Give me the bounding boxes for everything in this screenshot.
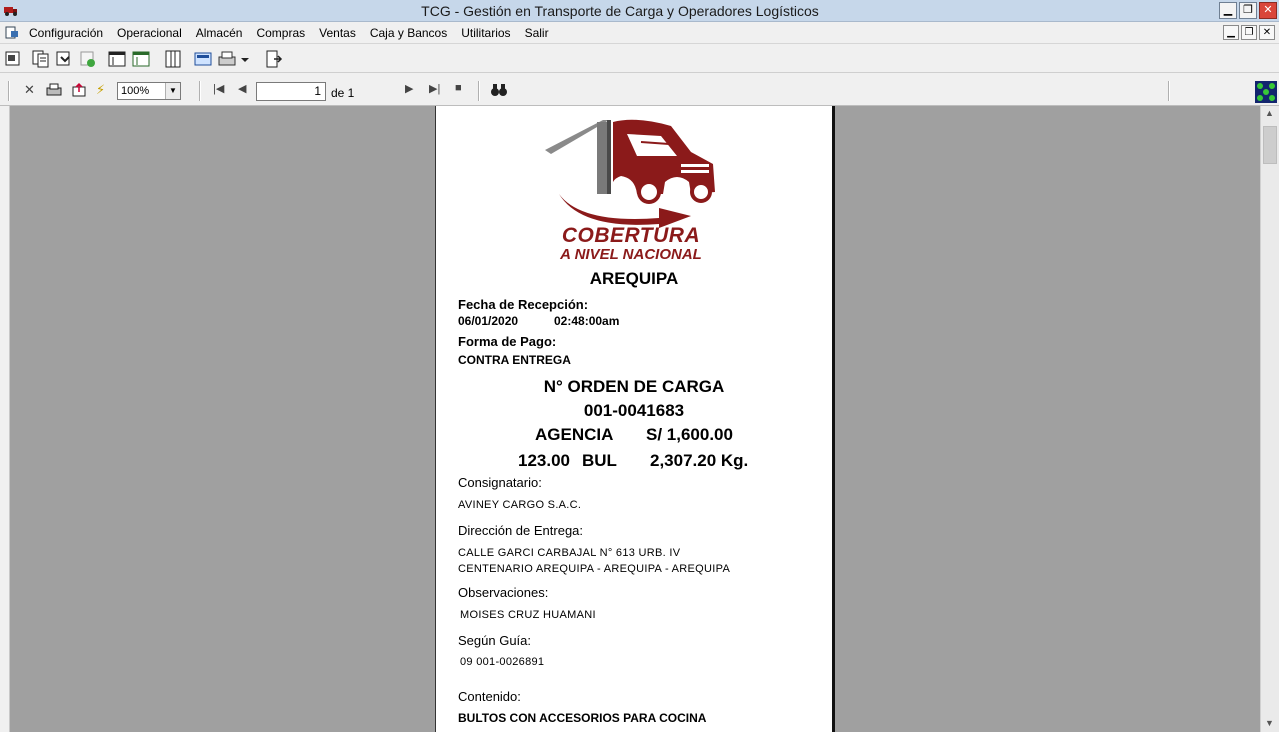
page-count-label: de 1 [331,86,355,100]
logo-text-line2: A NIVEL NACIONAL [560,246,702,263]
title-bar [0,0,1279,22]
consignee-label: Consignatario: [458,475,542,490]
agency-label: AGENCIA [535,425,614,444]
toolbar-separator [478,81,480,101]
logo-text-line1: COBERTURA [561,224,701,247]
toolbar-separator [1168,81,1170,101]
zoom-value: 100% [121,85,150,97]
refresh-lightning-icon[interactable]: ⚡ [96,82,106,97]
green-form-icon[interactable] [130,48,152,70]
toolbar-separator [199,81,201,101]
next-page-icon[interactable]: ▶ [405,83,414,95]
import-icon[interactable] [53,48,75,70]
city-heading: AREQUIPA [589,269,679,288]
reception-label: Fecha de Recepción: [458,297,589,312]
child-minimize-button[interactable]: ▁ [1223,25,1239,40]
scrollbar-thumb[interactable] [1263,126,1277,164]
reception-time: 02:48:00am [554,314,620,328]
menu-utilitarios[interactable]: Utilitarios [461,26,511,40]
status-dots-icon[interactable] [1255,81,1277,103]
order-number: 001-0041683 [583,401,685,420]
columns-icon[interactable] [162,48,184,70]
viewer-left-margin [0,106,10,732]
observations-label: Observaciones: [458,585,549,600]
report-page [435,106,835,732]
printer-icon[interactable] [216,48,238,70]
approve-icon[interactable] [77,48,99,70]
binoculars-icon[interactable] [490,83,508,97]
content-label: Contenido: [458,689,521,704]
last-page-icon[interactable]: ▶| [429,83,441,95]
unit-value: BUL [582,451,617,470]
print-report-icon[interactable] [46,82,62,98]
prev-page-icon[interactable]: ◀ [238,83,247,95]
form-window-icon[interactable] [106,48,128,70]
document-menu-icon[interactable] [5,26,19,39]
address-line2: CENTENARIO AREQUIPA - AREQUIPA - AREQUIPA [458,563,731,575]
company-logo [541,112,721,262]
printer-dropdown-icon[interactable] [238,48,252,70]
zoom-select[interactable] [117,82,181,100]
amount-value: S/ 1,600.00 [646,425,733,444]
order-title: N° ORDEN DE CARGA [543,377,725,396]
restore-button[interactable]: ❐ [1239,2,1257,19]
minimize-button[interactable]: ▁ [1219,2,1237,19]
menu-bar [0,22,1279,44]
guide-value: 09 001-0026891 [460,656,545,668]
menu-compras[interactable]: Compras [256,26,306,40]
address-line1: CALLE GARCI CARBAJAL N° 613 URB. IV [458,547,681,559]
report-toolbar [0,74,1279,106]
page-number-input[interactable]: 1 [256,82,326,101]
address-label: Dirección de Entrega: [458,523,584,538]
main-toolbar [0,45,1279,73]
menu-caja-y-bancos[interactable]: Caja y Bancos [369,26,448,40]
scroll-up-icon[interactable]: ▲ [1265,108,1274,118]
menu-salir[interactable]: Salir [524,26,549,40]
child-close-button[interactable]: ✕ [1259,25,1275,40]
chevron-down-icon[interactable]: ▼ [165,83,180,99]
menu-operacional[interactable]: Operacional [117,26,182,40]
exit-door-icon[interactable] [262,48,284,70]
stop-icon[interactable]: ■ [455,82,462,94]
observations-value: MOISES CRUZ HUAMANI [460,609,596,621]
weight-value: 2,307.20 Kg. [650,451,749,470]
window-title: TCG - Gestión en Transporte de Carga y Operadores Logísticos [421,3,819,19]
vertical-scrollbar[interactable] [1260,106,1279,732]
close-report-icon[interactable]: ✕ [24,82,35,97]
calculator-icon[interactable] [192,48,214,70]
content-value: BULTOS CON ACCESORIOS PARA COCINA [458,711,707,725]
open-window-icon[interactable] [2,48,24,70]
payment-label: Forma de Pago: [458,334,557,349]
consignee-value: AVINEY CARGO S.A.C. [458,499,582,511]
menu-almacen[interactable]: Almacén [195,26,243,40]
menu-ventas[interactable]: Ventas [319,26,356,40]
documents-icon[interactable] [30,48,52,70]
scroll-down-icon[interactable]: ▼ [1265,718,1274,728]
export-report-icon[interactable] [71,82,87,98]
toolbar-separator [8,81,10,101]
menu-configuracion[interactable]: Configuración [29,26,104,40]
first-page-icon[interactable]: |◀ [213,83,225,95]
reception-date: 06/01/2020 [458,314,519,328]
child-restore-button[interactable]: ❐ [1241,25,1257,40]
payment-value: CONTRA ENTREGA [458,353,571,367]
guide-label: Según Guía: [458,633,531,648]
close-button[interactable]: ✕ [1259,2,1277,19]
quantity-value: 123.00 [518,451,570,470]
